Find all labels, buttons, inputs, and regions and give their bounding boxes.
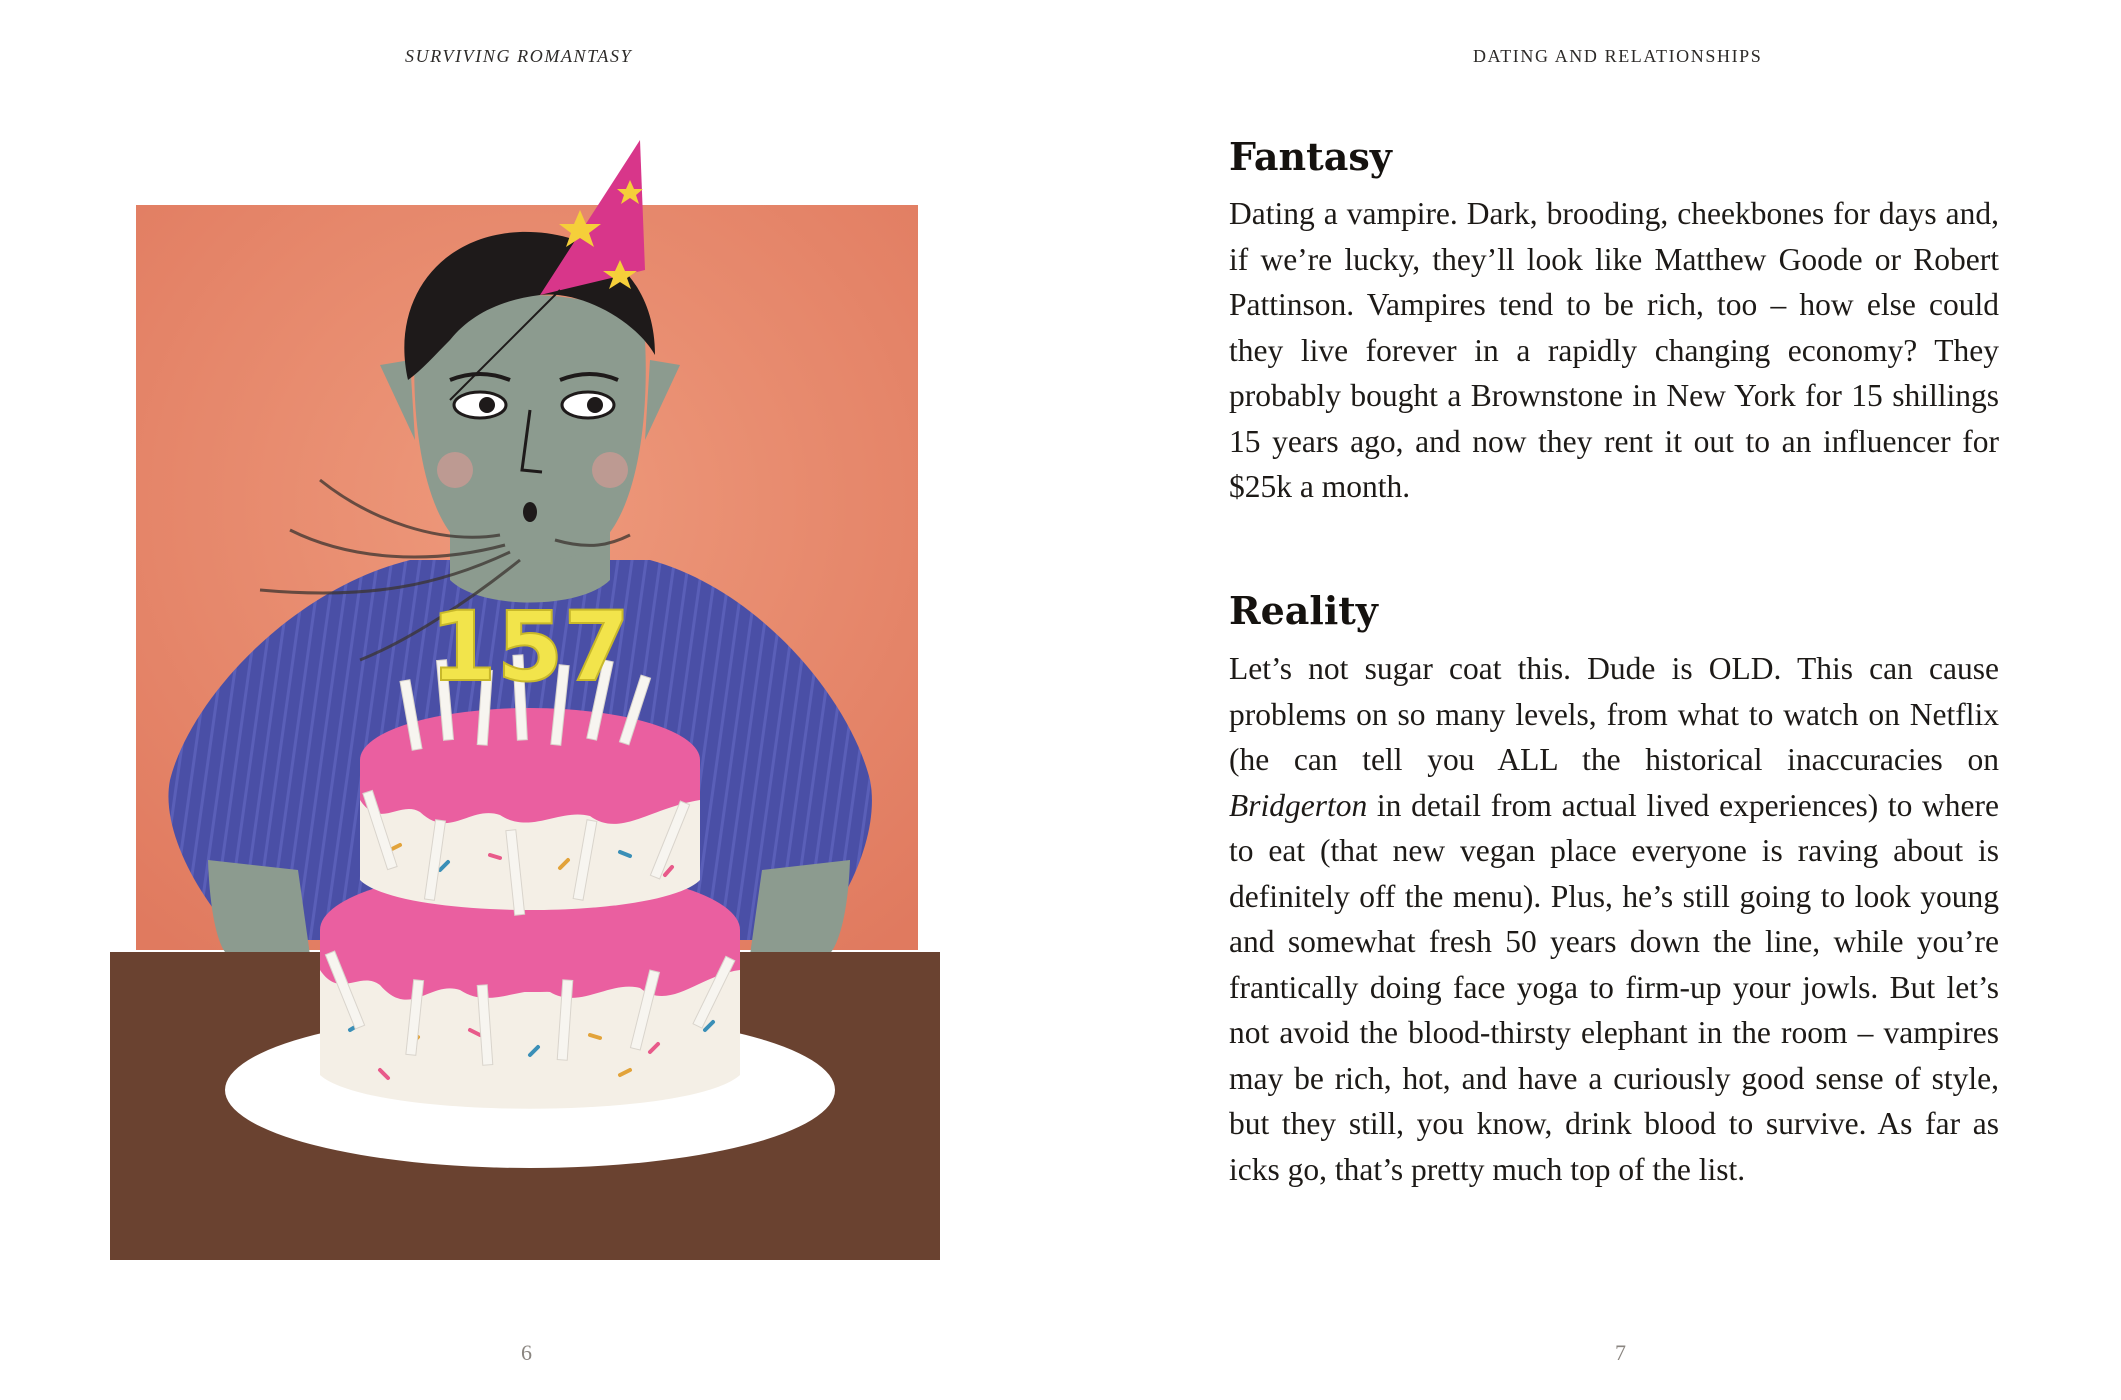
reality-text-part-1: Let’s not sugar coat this. Dude is OLD. This can cause problems on so many levels, from what to watch on Netflix (he can tell you ALL the historical inaccuracies on <box>1229 651 1999 777</box>
section-heading-reality: Reality <box>1229 588 1378 633</box>
right-page <box>1060 0 2121 1400</box>
reality-paragraph <box>1229 646 1999 1192</box>
section-heading-fantasy: Fantasy <box>1229 134 1392 179</box>
blowing-mouth <box>523 502 537 522</box>
right-pupil <box>587 397 603 413</box>
page-number-right: 7 <box>1615 1340 1626 1365</box>
left-pupil <box>479 397 495 413</box>
vampire-birthday-illustration <box>110 140 940 1260</box>
right-arm <box>750 860 850 955</box>
left-arm <box>208 860 310 955</box>
reality-text-part-2: in detail from actual lived experiences) to where to eat (that new vegan place everyone is raving about is definitely off the menu). Plus, he’s still going to look young and somewhat fresh 50 years down the line, while you’re frantically doing face yoga to firm-up your jowls. But let’s not avoid the blood-thirsty elephant in the room – vampires may be rich, hot, and have a curiously good sense of style, but they still, you know, drink blood to survive. As far as icks go, that’s pretty much top of the list. <box>1229 787 1999 1187</box>
book-title-bridgerton: Bridgerton <box>1229 787 1368 823</box>
right-cheek <box>592 452 628 488</box>
running-head-right: DATING AND RELATIONSHIPS <box>1473 46 1763 66</box>
cake-number: 157 <box>429 591 631 703</box>
left-page <box>0 0 1060 1400</box>
fantasy-paragraph: Dating a vampire. Dark, brooding, cheekbones for days and, if we’re lucky, they’ll look like Matthew Goode or Robert Pattinson. Vampires tend to be rich, too – how else could they live forever in a rapidly changing economy? They probably bought a Brownstone in New York for 15 shillings 15 years ago, and now they rent it out to an influencer for $25k a month. <box>1229 196 1999 504</box>
left-cheek <box>437 452 473 488</box>
page-number-left: 6 <box>521 1340 532 1365</box>
running-head-left: SURVIVING ROMANTASY <box>405 46 633 66</box>
